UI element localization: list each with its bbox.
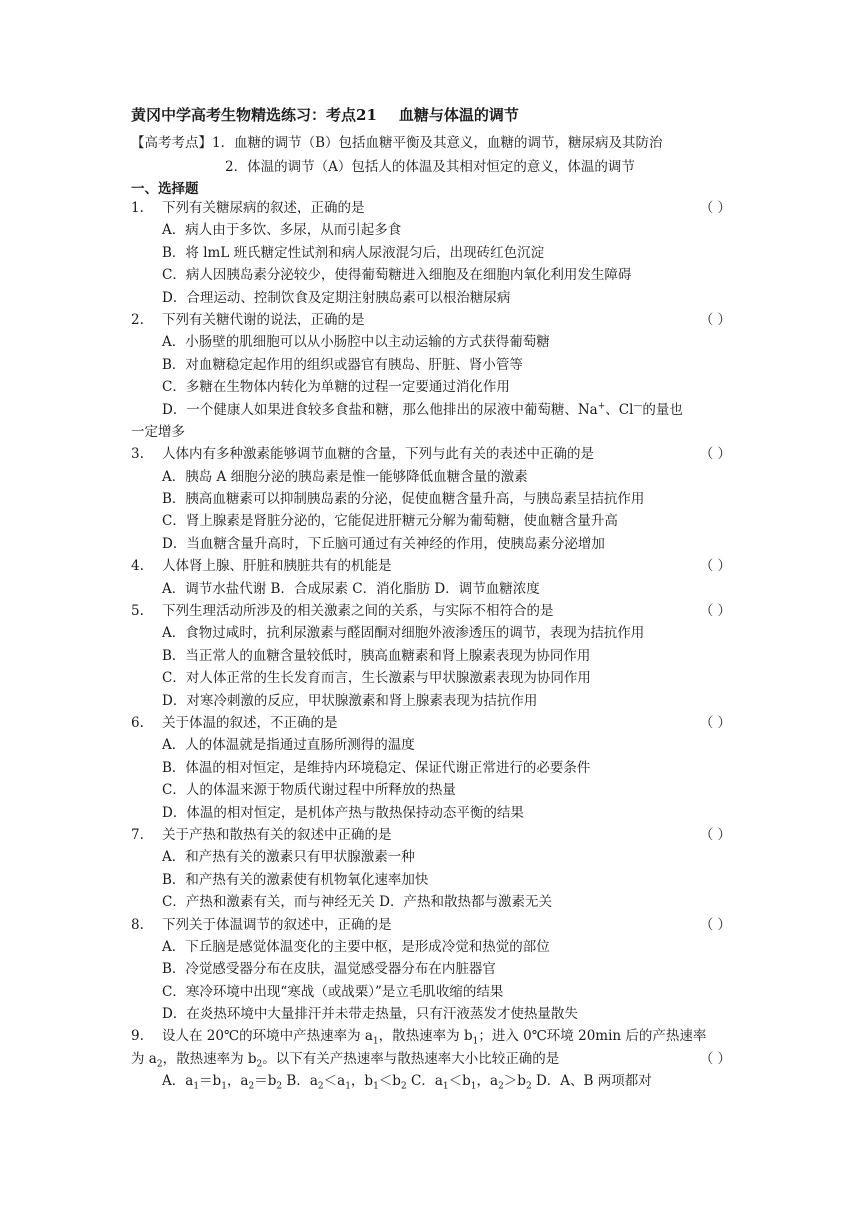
question-1-option-d: D．合理运动、控制饮食及定期注射胰岛素可以根治糖尿病	[162, 289, 511, 306]
answer-bracket: （ ）	[699, 446, 731, 463]
question-2-stem: 2. 下列有关糖代谢的说法，正确的是 （ ）	[131, 309, 731, 331]
question-7-option-cd: C．产热和激素有关，而与神经无关 D．产热和散热都与激素无关	[162, 894, 552, 911]
question-4-stem: 4. 人体肾上腺、肝脏和胰脏共有的机能是 （ ）	[131, 555, 731, 577]
question-6-option-a: A．人的体温就是指通过直肠所测得的温度	[162, 737, 415, 754]
question-6-option-c: C．人的体温来源于物质代谢过程中所释放的热量	[162, 782, 456, 799]
question-1-stem: 1. 下列有关糖尿病的叙述，正确的是 （ ）	[131, 197, 731, 219]
question-2-option-c: C．多糖在生物体内转化为单糖的过程一定要通过消化作用	[162, 379, 510, 396]
answer-bracket: （ ）	[699, 311, 731, 328]
exam-point-1: 【高考考点】1．血糖的调节（B）包括血糖平衡及其意义，血糖的调节，糖尿病及其防治	[131, 135, 663, 151]
question-1-option-c: C．病人因胰岛素分泌较少，使得葡萄糖进入细胞及在细胞内氧化利用发生障碍	[162, 267, 632, 284]
answer-bracket: （ ）	[699, 558, 731, 575]
answer-bracket: （ ）	[699, 916, 731, 933]
title-prefix: 黄冈中学高考生物精选练习：考点21	[131, 106, 377, 124]
question-2-option-d: D．一个健康人如果进食较多食盐和糖，那么他排出的尿液中葡萄糖、Na+、Cl—的量也	[162, 401, 683, 418]
question-2-option-a: A．小肠壁的肌细胞可以从小肠腔中以主动运输的方式获得葡萄糖	[162, 334, 550, 351]
question-9-options: A．$a_1=b_1$，$a_2=b_2$ B．$a_2<a_1$，$b_1<b_2$ C．$a_1<b_1$，$a_2>b_2$ D．A、B 两项都对	[162, 1073, 652, 1092]
exam-point-2: 2．体温的调节（A）包括人的体温及其相对恒定的意义，体温的调节	[225, 159, 635, 175]
question-3-stem: 3. 人体内有多种激素能够调节血糖的含量，下列与此有关的表述中正确的是 （ ）	[131, 443, 731, 465]
section-title: 一、选择题	[131, 181, 199, 197]
document-title	[131, 104, 519, 125]
question-2-option-b: B．对血糖稳定起作用的组织或器官有胰岛、肝脏、肾小管等	[162, 356, 523, 373]
exam-points	[131, 131, 663, 175]
question-8-option-b: B．冷觉感受器分布在皮肤，温觉感受器分布在内脏器官	[162, 961, 496, 978]
question-5-option-c: C．对人体正常的生长发育而言，生长激素与甲状腺激素表现为协同作用	[162, 670, 591, 687]
question-8-option-c: C．寒冷环境中出现“寒战（或战栗）”是立毛肌收缩的结果	[162, 983, 504, 1000]
question-2-option-d-continued: 一定增多	[131, 423, 185, 440]
answer-bracket: （ ）	[699, 826, 731, 843]
answer-bracket: （ ）	[699, 603, 731, 620]
answer-bracket: （ ）	[699, 1050, 731, 1067]
answer-bracket: （ ）	[699, 200, 731, 216]
question-9-stem: 9. 设人在 20℃的环境中产热速率为 $a_1$，散热速率为 $b_1$；进入 0℃环境 20min 后的产热速率	[131, 1028, 707, 1048]
question-list	[131, 197, 731, 1093]
question-1-option-a: A．病人由于多饮、多尿，从而引起多食	[162, 222, 402, 239]
question-8-option-d: D．在炎热环境中大量排汗并未带走热量，只有汗液蒸发才使热量散失	[162, 1006, 578, 1023]
question-5-option-b: B．当正常人的血糖含量较低时，胰高血糖素和肾上腺素表现为协同作用	[162, 647, 591, 664]
question-7-option-a: A．和产热有关的激素只有甲状腺激素一种	[162, 849, 415, 866]
question-3-option-a: A．胰岛 A 细胞分泌的胰岛素是惟一能够降低血糖含量的激素	[162, 468, 528, 485]
answer-bracket: （ ）	[699, 714, 731, 731]
question-7-option-b: B．和产热有关的激素使有机物氧化速率加快	[162, 871, 429, 888]
title-topic: 血糖与体温的调节	[398, 106, 519, 124]
question-1-option-b: B．将 lmL 班氏糖定性试剂和病人尿液混匀后，出现砖红色沉淀	[162, 244, 545, 261]
question-5-stem: 5. 下列生理活动所涉及的相关激素之间的关系，与实际不相符合的是 （ ）	[131, 600, 731, 622]
question-3-option-d: D．当血糖含量升高时，下丘脑可通过有关神经的作用，使胰岛素分泌增加	[162, 535, 605, 552]
question-8-option-a: A．下丘脑是感觉体温变化的主要中枢，是形成冷觉和热觉的部位	[162, 938, 550, 955]
question-6-option-b: B．体温的相对恒定，是维持内环境稳定、保证代谢正常进行的必要条件	[162, 759, 591, 776]
question-3-option-c: C．肾上腺素是肾脏分泌的，它能促进肝糖元分解为葡萄糖，使血糖含量升高	[162, 513, 618, 530]
question-5-option-d: D．对寒冷刺激的反应，甲状腺激素和肾上腺素表现为拮抗作用	[162, 692, 538, 709]
question-9-stem-continued: 为 $a_2$，散热速率为 $b_2$。以下有关产热速率与散热速率大小比较正确的是 （ ）	[131, 1048, 731, 1070]
question-3-option-b: B．胰高血糖素可以抑制胰岛素的分泌，促使血糖含量升高，与胰岛素呈拮抗作用	[162, 491, 645, 508]
question-5-option-a: A．食物过咸时，抗利尿激素与醛固酮对细胞外液渗透压的调节，表现为拮抗作用	[162, 625, 645, 642]
question-8-stem: 8. 下列关于体温调节的叙述中，正确的是 （ ）	[131, 914, 731, 936]
question-6-option-d: D．体温的相对恒定，是机体产热与散热保持动态平衡的结果	[162, 804, 524, 821]
question-7-stem: 7. 关于产热和散热有关的叙述中正确的是 （ ）	[131, 824, 731, 846]
question-6-stem: 6. 关于体温的叙述，不正确的是 （ ）	[131, 712, 731, 734]
question-4-options: A．调节水盐代谢 B．合成尿素 C．消化脂肪 D．调节血糖浓度	[162, 580, 540, 597]
